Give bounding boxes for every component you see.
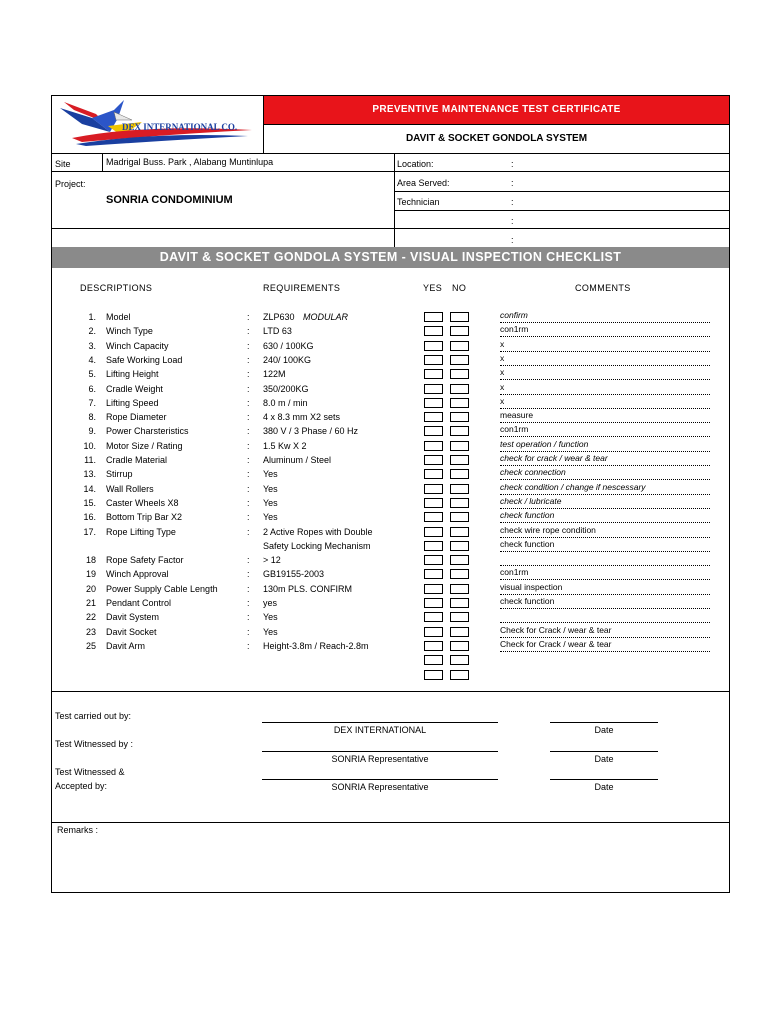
item-colon: : bbox=[247, 555, 250, 566]
item-colon: : bbox=[247, 598, 250, 608]
item-description: Caster Wheels X8 bbox=[106, 497, 179, 508]
witnessed-accepted-label-1: Test Witnessed & bbox=[55, 767, 125, 777]
no-checkbox[interactable] bbox=[450, 455, 469, 465]
technician-colon: : bbox=[511, 197, 514, 207]
item-number: 13. bbox=[83, 469, 96, 480]
item-colon: : bbox=[247, 455, 250, 465]
item-colon: : bbox=[247, 354, 250, 365]
item-description: Wall Rollers bbox=[106, 483, 154, 494]
remarks-label: Remarks : bbox=[57, 825, 99, 835]
no-checkbox[interactable] bbox=[450, 612, 469, 622]
no-checkbox[interactable] bbox=[450, 312, 469, 322]
item-description: Rope Diameter bbox=[106, 412, 167, 423]
item-comment: confirm bbox=[500, 309, 710, 323]
extra-colon-2: : bbox=[511, 235, 514, 245]
no-checkbox[interactable] bbox=[450, 655, 469, 665]
item-comment: x bbox=[500, 381, 710, 395]
yes-checkbox[interactable] bbox=[424, 369, 443, 379]
no-checkbox[interactable] bbox=[450, 541, 469, 551]
item-description: Davit Socket bbox=[106, 626, 157, 637]
item-requirement: yes bbox=[263, 598, 278, 608]
no-checkbox[interactable] bbox=[450, 426, 469, 436]
extra-colon-1: : bbox=[511, 216, 514, 226]
checklist-title: DAVIT & SOCKET GONDOLA SYSTEM - VISUAL INSPECTION CHECKLIST bbox=[52, 247, 729, 268]
no-checkbox[interactable] bbox=[450, 641, 469, 651]
no-checkbox[interactable] bbox=[450, 527, 469, 537]
item-comment: x bbox=[500, 395, 710, 409]
item-requirement: Yes bbox=[263, 483, 278, 494]
item-description: Winch Approval bbox=[106, 569, 169, 580]
item-number: 21 bbox=[85, 598, 96, 608]
logo-text: DEX INTERNATIONAL CO. bbox=[122, 122, 238, 132]
company-logo bbox=[52, 96, 264, 153]
item-description: Rope Safety Factor bbox=[106, 555, 184, 566]
no-checkbox[interactable] bbox=[450, 627, 469, 637]
area-served-label: Area Served: bbox=[397, 178, 450, 188]
item-description: Lifting Speed bbox=[106, 397, 159, 408]
item-comment: x bbox=[500, 366, 710, 380]
item-number: 19 bbox=[85, 569, 96, 580]
certificate-form bbox=[51, 95, 730, 893]
yes-checkbox[interactable] bbox=[424, 527, 443, 537]
col-requirements: REQUIREMENTS bbox=[263, 283, 341, 293]
item-comment: check function bbox=[500, 595, 710, 609]
yes-checkbox[interactable] bbox=[424, 312, 443, 322]
item-number: 2. bbox=[88, 326, 96, 337]
item-description: Motor Size / Rating bbox=[106, 440, 183, 451]
item-colon: : bbox=[247, 397, 250, 408]
col-comments: COMMENTS bbox=[575, 283, 631, 293]
item-comment: con1rm bbox=[500, 566, 710, 580]
item-comment: x bbox=[500, 352, 710, 366]
item-colon: : bbox=[247, 369, 250, 380]
no-checkbox[interactable] bbox=[450, 384, 469, 394]
item-requirement: 240/ 100KG bbox=[263, 354, 312, 365]
item-requirement: Yes bbox=[263, 469, 278, 480]
item-requirement: Safety Locking Mechanism bbox=[263, 540, 371, 551]
item-colon: : bbox=[247, 426, 250, 437]
item-requirement: 1.5 Kw X 2 bbox=[263, 440, 307, 451]
no-checkbox[interactable] bbox=[450, 498, 469, 508]
no-checkbox[interactable] bbox=[450, 512, 469, 522]
item-description: Power Charsteristics bbox=[106, 426, 189, 437]
no-checkbox[interactable] bbox=[450, 398, 469, 408]
item-description: Model bbox=[106, 312, 131, 322]
dex-signature-name: DEX INTERNATIONAL bbox=[333, 725, 427, 735]
item-number: 18 bbox=[85, 555, 96, 566]
certificate-title: PREVENTIVE MAINTENANCE TEST CERTIFICATE bbox=[264, 96, 729, 124]
item-description: Lifting Height bbox=[106, 369, 159, 380]
item-number: 11. bbox=[84, 455, 96, 465]
yes-checkbox[interactable] bbox=[424, 555, 443, 565]
item-number bbox=[72, 539, 96, 553]
item-description: Rope Lifting Type bbox=[106, 526, 176, 537]
yes-checkbox[interactable] bbox=[424, 398, 443, 408]
col-descriptions: DESCRIPTIONS bbox=[80, 283, 153, 293]
item-description: Power Supply Cable Length bbox=[106, 583, 218, 594]
date-label-3: Date bbox=[594, 782, 614, 792]
item-requirement: LTD 63 bbox=[263, 326, 292, 337]
yes-checkbox[interactable] bbox=[424, 512, 443, 522]
item-number: 14. bbox=[83, 483, 96, 494]
item-description: Cradle Material bbox=[106, 455, 168, 465]
yes-checkbox[interactable] bbox=[424, 670, 443, 680]
item-colon: : bbox=[247, 526, 250, 537]
yes-checkbox[interactable] bbox=[424, 341, 443, 351]
item-requirement: Aluminum / Steel bbox=[263, 455, 332, 465]
carried-out-label: Test carried out by: bbox=[55, 711, 132, 721]
item-colon: : bbox=[247, 640, 250, 651]
area-colon: : bbox=[511, 178, 514, 188]
item-description: Bottom Trip Bar X2 bbox=[106, 512, 183, 523]
item-requirement: Height-3.8m / Reach-2.8m bbox=[263, 640, 369, 651]
item-requirement: 630 / 100KG bbox=[263, 340, 314, 351]
item-comment: visual inspection bbox=[500, 581, 710, 595]
item-comment: test operation / function bbox=[500, 438, 710, 452]
item-comment: measure bbox=[500, 409, 710, 423]
yes-checkbox[interactable] bbox=[424, 569, 443, 579]
no-checkbox[interactable] bbox=[450, 341, 469, 351]
location-label: Location: bbox=[397, 159, 434, 169]
item-comment: check condition / change if nescessary bbox=[500, 481, 710, 495]
no-checkbox[interactable] bbox=[450, 412, 469, 422]
col-yes: YES bbox=[423, 283, 443, 293]
date-label-1: Date bbox=[594, 725, 614, 735]
item-requirement: 4 x 8.3 mm X2 sets bbox=[263, 412, 341, 423]
item-description: Davit System bbox=[106, 612, 160, 623]
item-number: 17. bbox=[83, 526, 96, 537]
item-comment: check wire rope condition bbox=[500, 524, 710, 538]
item-requirement: Yes bbox=[263, 497, 278, 508]
item-colon: : bbox=[247, 383, 250, 394]
yes-checkbox[interactable] bbox=[424, 469, 443, 479]
yes-checkbox[interactable] bbox=[424, 355, 443, 365]
item-requirement: Yes bbox=[263, 626, 278, 637]
item-description: Safe Working Load bbox=[106, 354, 183, 365]
item-number: 5. bbox=[88, 369, 96, 380]
item-colon: : bbox=[247, 512, 250, 523]
yes-checkbox[interactable] bbox=[424, 384, 443, 394]
system-title: DAVIT & SOCKET GONDOLA SYSTEM bbox=[405, 133, 588, 144]
no-checkbox[interactable] bbox=[450, 670, 469, 680]
no-checkbox[interactable] bbox=[450, 326, 469, 336]
item-comment: con1rm bbox=[500, 423, 710, 437]
item-description: Winch Type bbox=[106, 326, 153, 337]
yes-checkbox[interactable] bbox=[424, 584, 443, 594]
item-requirement: 350/200KG bbox=[263, 383, 309, 394]
item-description: Stirrup bbox=[106, 469, 133, 480]
item-comment: check / lubricate bbox=[500, 495, 710, 509]
site-value: Madrigal Buss. Park , Alabang Muntinlupa bbox=[106, 157, 274, 167]
no-checkbox[interactable] bbox=[450, 598, 469, 608]
project-label: Project: bbox=[55, 179, 86, 189]
item-number: 7. bbox=[88, 397, 96, 408]
item-description: Davit Arm bbox=[106, 640, 146, 651]
item-colon: : bbox=[247, 583, 250, 594]
no-checkbox[interactable] bbox=[450, 369, 469, 379]
no-checkbox[interactable] bbox=[450, 469, 469, 479]
item-requirement: Yes bbox=[263, 612, 278, 623]
item-colon: : bbox=[247, 326, 250, 337]
item-colon: : bbox=[247, 626, 250, 637]
item-description: Cradle Weight bbox=[106, 383, 163, 394]
site-label: Site bbox=[55, 159, 71, 169]
item-colon: : bbox=[247, 412, 250, 423]
item-comment: Check for Crack / wear & tear bbox=[500, 638, 710, 652]
no-checkbox[interactable] bbox=[450, 569, 469, 579]
item-number: 6. bbox=[88, 383, 96, 394]
item-requirement: 8.0 m / min bbox=[263, 397, 308, 408]
witnessed-label: Test Witnessed by : bbox=[55, 739, 134, 749]
item-requirement: 130m PLS. CONFIRM bbox=[263, 583, 353, 594]
no-checkbox[interactable] bbox=[450, 484, 469, 494]
location-colon: : bbox=[511, 159, 514, 169]
item-number: 4. bbox=[88, 354, 96, 365]
item-number: 9. bbox=[88, 426, 96, 437]
col-no: NO bbox=[452, 283, 467, 293]
no-checkbox[interactable] bbox=[450, 584, 469, 594]
item-requirement: ZLP630 bbox=[263, 312, 295, 322]
item-number: 20 bbox=[85, 583, 96, 594]
item-comment: check connection bbox=[500, 466, 710, 480]
yes-checkbox[interactable] bbox=[424, 426, 443, 436]
yes-checkbox[interactable] bbox=[424, 412, 443, 422]
sonria-rep-1: SONRIA Representative bbox=[331, 754, 429, 764]
item-description: Winch Capacity bbox=[106, 340, 169, 351]
yes-checkbox[interactable] bbox=[424, 455, 443, 465]
item-requirement: Yes bbox=[263, 512, 278, 523]
item-comment: check function bbox=[500, 538, 710, 552]
item-colon: : bbox=[247, 497, 250, 508]
item-requirement: 380 V / 3 Phase / 60 Hz bbox=[263, 426, 359, 437]
item-number: 10. bbox=[83, 440, 96, 451]
yes-checkbox[interactable] bbox=[424, 484, 443, 494]
item-comment: x bbox=[500, 338, 710, 352]
item-number: 23 bbox=[85, 626, 96, 637]
yes-checkbox[interactable] bbox=[424, 641, 443, 651]
item-colon: : bbox=[247, 312, 250, 322]
item-description: Pendant Control bbox=[106, 598, 172, 608]
no-checkbox[interactable] bbox=[450, 555, 469, 565]
sonria-rep-2: SONRIA Representative bbox=[331, 782, 429, 792]
yes-checkbox[interactable] bbox=[424, 655, 443, 665]
item-comment bbox=[500, 552, 710, 566]
item-comment: con1rm bbox=[500, 323, 710, 337]
item-comment bbox=[500, 609, 710, 623]
yes-checkbox[interactable] bbox=[424, 326, 443, 336]
witnessed-accepted-label-2: Accepted by: bbox=[55, 781, 108, 791]
item-requirement: > 12 bbox=[263, 555, 281, 566]
item-requirement: 122M bbox=[263, 369, 286, 380]
item-comment: check function bbox=[500, 509, 710, 523]
item-colon: : bbox=[247, 440, 250, 451]
item-requirement: 2 Active Ropes with Double bbox=[263, 526, 373, 537]
item-colon: : bbox=[247, 340, 250, 351]
item-comment: check for crack / wear & tear bbox=[500, 452, 710, 466]
item-number: 16. bbox=[83, 512, 96, 523]
item-requirement: GB19155-2003 bbox=[263, 569, 325, 580]
yes-checkbox[interactable] bbox=[424, 441, 443, 451]
project-value: SONRIA CONDOMINIUM bbox=[106, 194, 233, 206]
item-number: 22 bbox=[85, 612, 96, 623]
no-checkbox[interactable] bbox=[450, 355, 469, 365]
no-checkbox[interactable] bbox=[450, 441, 469, 451]
item-colon: : bbox=[247, 569, 250, 580]
item-number: 15. bbox=[83, 497, 96, 508]
yes-checkbox[interactable] bbox=[424, 598, 443, 608]
item-requirement-italic: MODULAR bbox=[303, 312, 349, 322]
date-label-2: Date bbox=[594, 754, 614, 764]
yes-checkbox[interactable] bbox=[424, 627, 443, 637]
item-number: 25 bbox=[85, 640, 96, 651]
yes-checkbox[interactable] bbox=[424, 498, 443, 508]
item-number: 3. bbox=[88, 340, 96, 351]
technician-label: Technician bbox=[397, 197, 440, 207]
item-colon: : bbox=[247, 612, 250, 623]
item-colon: : bbox=[247, 469, 250, 480]
item-number: 1. bbox=[88, 312, 96, 322]
yes-checkbox[interactable] bbox=[424, 541, 443, 551]
item-comment: Check for Crack / wear & tear bbox=[500, 624, 710, 638]
yes-checkbox[interactable] bbox=[424, 612, 443, 622]
item-colon: : bbox=[247, 483, 250, 494]
item-number: 8. bbox=[88, 412, 96, 423]
